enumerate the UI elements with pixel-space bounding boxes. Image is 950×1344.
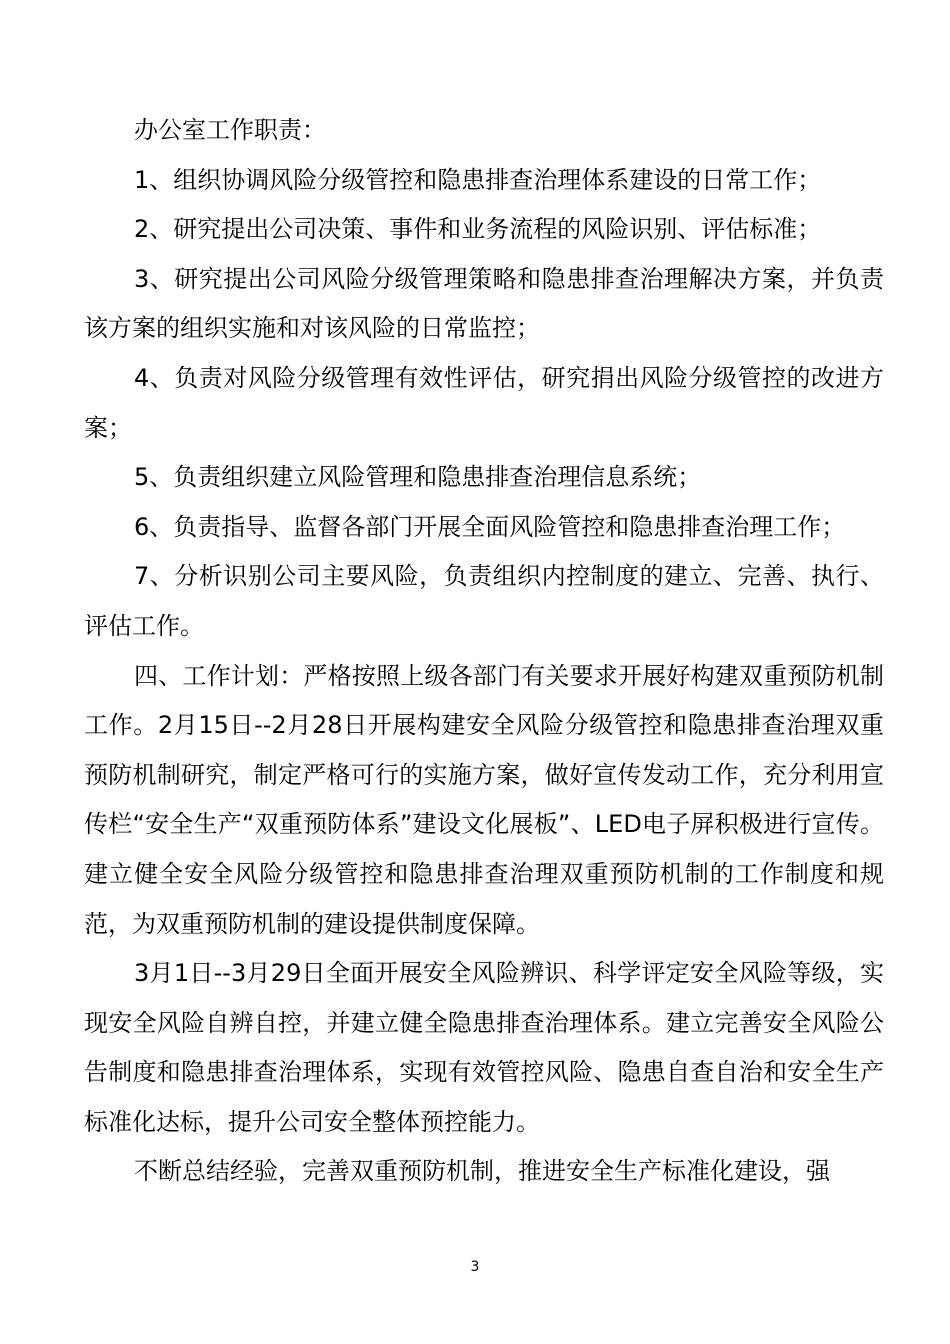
document-body (84, 106, 884, 1197)
section-heading-office-duties: 办公室工作职责： (134, 116, 326, 144)
march-plan-paragraph: 3月1日--3月29日全面开展安全风险辨识、科学评定安全风险等级，实现安全风险自辨自控，并建立健全隐患排查治理体系。建立完善安全风险公告制度和隐患排查治理体系，实现有效管控风险、隐患自查自治和安全生产标准化达标，提升公司安全整体预控能力。 (84, 959, 884, 1136)
duty-item-3: 3、研究提出公司风险分级管理策略和隐患排查治理解决方案，并负责该方案的组织实施和对该风险的日常监控； (84, 264, 884, 343)
page-number: 3 (470, 1259, 480, 1275)
continuation-paragraph: 不断总结经验，完善双重预防机制，推进安全生产标准化建设，强 (134, 1157, 830, 1186)
duty-item-6: 6、负责指导、监督各部门开展全面风险管控和隐患排查治理工作； (134, 512, 846, 541)
duty-item-7: 7、分析识别公司主要风险，负责组织内控制度的建立、完善、执行、评估工作。 (84, 562, 884, 640)
duty-item-5: 5、负责组织建立风险管理和隐患排查治理信息系统； (134, 463, 702, 492)
duty-item-2: 2、研究提出公司决策、事件和业务流程的风险识别、评估标准； (134, 215, 822, 244)
duty-item-4: 4、负责对风险分级管理有效性评估，研究捐出风险分级管控的改进方案； (84, 363, 884, 442)
duty-item-1: 1、组织协调风险分级管控和隐患排查治理体系建设的日常工作； (134, 165, 822, 194)
work-plan-paragraph: 四、工作计划：严格按照上级各部门有关要求开展好构建双重预防机制工作。2月15日--2月28日开展构建安全风险分级管控和隐患排查治理双重预防机制研究，制定严格可行的实施方案，做好宣传发动工作，充分利用宣传栏“安全生产“双重预防体系”建设文化展板”、LED电子屏积极进行宣传。建立健全安全风险分级管控和隐患排查治理双重预防机制的工作制度和规范，为双重预防机制的建设提供制度保障。 (84, 661, 884, 938)
